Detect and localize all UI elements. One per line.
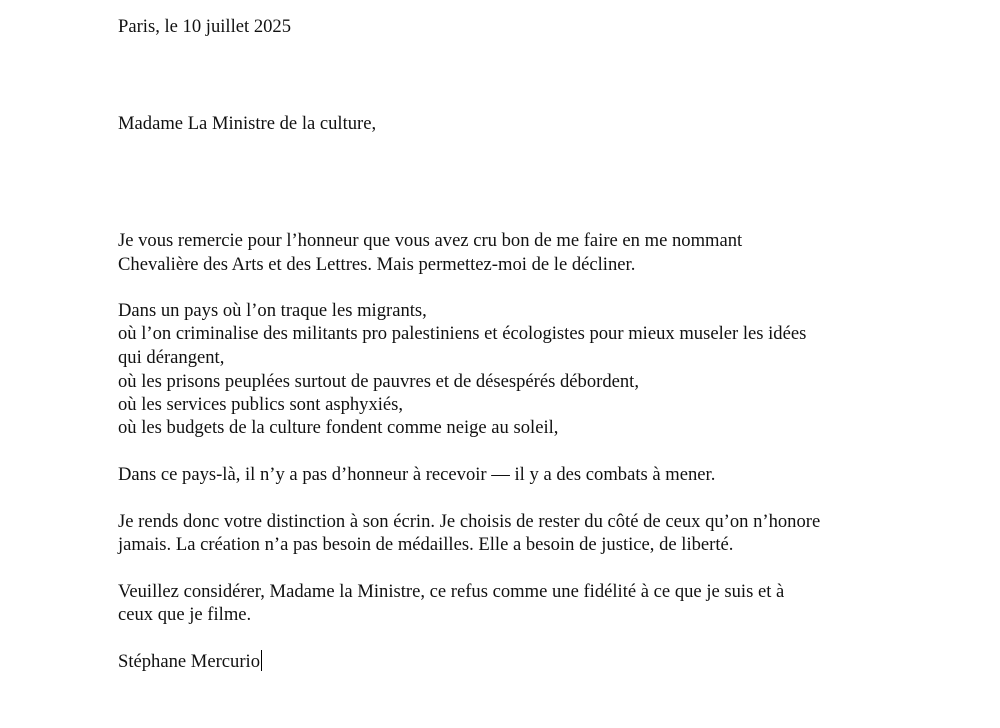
paragraph-2-line-2: où l’on criminalise des militants pro palestiniens et écologistes pour mieux museler les idées (118, 323, 807, 344)
paragraph-2-line-4: où les prisons peuplées surtout de pauvres et de désespérés débordent, (118, 371, 639, 392)
paragraph-2-line-6: où les budgets de la culture fondent comme neige au soleil, (118, 417, 559, 438)
text-cursor (261, 650, 262, 671)
date-line: Paris, le 10 juillet 2025 (118, 16, 292, 37)
signature: Stéphane Mercurio (118, 651, 260, 672)
paragraph-3-line-1: Dans ce pays-là, il n’y a pas d’honneur à recevoir — il y a des combats à mener. (118, 464, 716, 485)
paragraph-1-line-2: Chevalière des Arts et des Lettres. Mais permettez-moi de le décliner. (118, 254, 636, 275)
paragraph-4-line-2: jamais. La création n’a pas besoin de médailles. Elle a besoin de justice, de liberté. (118, 534, 734, 555)
salutation: Madame La Ministre de la culture, (118, 113, 377, 134)
signature-line[interactable] (118, 650, 262, 674)
paragraph-2-line-3: qui dérangent, (118, 347, 225, 368)
paragraph-5-line-1: Veuillez considérer, Madame la Ministre, ce refus comme une fidélité à ce que je suis et à (118, 581, 785, 602)
paragraph-2-line-1: Dans un pays où l’on traque les migrants, (118, 300, 427, 321)
paragraph-2-line-5: où les services publics sont asphyxiés, (118, 394, 404, 415)
paragraph-5-line-2: ceux que je filme. (118, 604, 252, 625)
paragraph-4-line-1: Je rends donc votre distinction à son écrin. Je choisis de rester du côté de ceux qu’on n’honore (118, 511, 821, 532)
paragraph-1-line-1: Je vous remercie pour l’honneur que vous avez cru bon de me faire en me nommant (118, 230, 743, 251)
